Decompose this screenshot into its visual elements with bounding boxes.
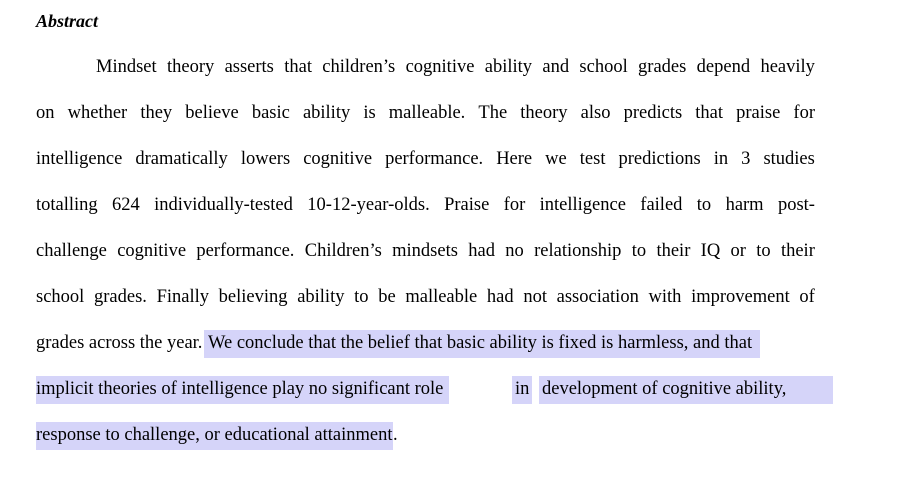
- highlighted-text[interactable]: implicit theories of intelligence play no significant role: [36, 376, 449, 404]
- word: theory: [166, 57, 215, 77]
- word: mindsets: [392, 241, 458, 261]
- word: for: [503, 195, 526, 215]
- word: ability: [484, 57, 533, 77]
- word: be: [378, 287, 396, 307]
- word: their: [780, 241, 815, 261]
- abstract-line-3: [36, 147, 815, 171]
- word: children’s: [322, 57, 396, 77]
- word: harm: [725, 195, 764, 215]
- word: not: [523, 287, 547, 307]
- word: Finally: [156, 287, 209, 307]
- word: failed: [640, 195, 683, 215]
- word: grades.: [93, 287, 147, 307]
- word: no: [505, 241, 524, 261]
- word: challenge: [36, 241, 107, 261]
- word: heavily: [760, 57, 815, 77]
- word: cognitive: [303, 149, 373, 169]
- highlighted-text[interactable]: in: [512, 376, 532, 404]
- word: in: [713, 149, 729, 169]
- plain-text: grades across the year.: [36, 333, 203, 353]
- word: 624: [112, 195, 140, 215]
- abstract-line-4: [36, 193, 815, 217]
- abstract-line-6: [36, 285, 815, 309]
- word: to: [756, 241, 771, 261]
- word: is: [363, 103, 376, 123]
- word: association: [556, 287, 639, 307]
- word: whether: [67, 103, 128, 123]
- word: school: [579, 57, 628, 77]
- word: cognitive: [405, 57, 475, 77]
- word: test: [579, 149, 606, 169]
- word: The: [478, 103, 508, 123]
- word: theory: [520, 103, 568, 123]
- highlighted-text[interactable]: response to challenge, or educational attainment: [36, 422, 393, 450]
- word: 3: [741, 149, 751, 169]
- word: cognitive: [117, 241, 187, 261]
- word: praise: [736, 103, 781, 123]
- word: school: [36, 287, 85, 307]
- word: their: [656, 241, 691, 261]
- word: totalling: [36, 195, 98, 215]
- word: Children’s: [304, 241, 382, 261]
- abstract-line-5: [36, 239, 815, 263]
- word: had: [486, 287, 514, 307]
- word: with: [648, 287, 682, 307]
- word: intelligence: [36, 149, 123, 169]
- word: believing: [218, 287, 288, 307]
- word: to: [631, 241, 647, 261]
- period: .: [393, 425, 398, 445]
- word: of: [799, 287, 815, 307]
- word: that: [695, 103, 724, 123]
- word: they: [140, 103, 173, 123]
- word: and: [542, 57, 570, 77]
- word: Mindset: [96, 57, 157, 77]
- word: Praise: [444, 195, 490, 215]
- highlighted-text[interactable]: development of cognitive ability,: [539, 376, 833, 404]
- word: 10-12-year-olds.: [307, 195, 430, 215]
- word: on: [36, 103, 55, 123]
- highlighted-text[interactable]: We conclude that the belief that basic ability is fixed is harmless, and that: [204, 330, 760, 358]
- word: predictions: [618, 149, 701, 169]
- word: individually-tested: [154, 195, 293, 215]
- word: ability: [302, 103, 351, 123]
- word: to: [696, 195, 712, 215]
- word: believe: [185, 103, 239, 123]
- word: grades: [638, 57, 687, 77]
- word: or: [730, 241, 746, 261]
- word: also: [580, 103, 611, 123]
- word: malleable.: [388, 103, 466, 123]
- word: relationship: [534, 241, 622, 261]
- word: had: [468, 241, 495, 261]
- word: post-: [777, 195, 815, 215]
- word: asserts: [224, 57, 274, 77]
- word: for: [793, 103, 815, 123]
- word: that: [284, 57, 312, 77]
- abstract-line-2: [36, 101, 815, 125]
- word: predicts: [623, 103, 683, 123]
- word: improvement: [691, 287, 790, 307]
- word: depend: [696, 57, 751, 77]
- word: studies: [763, 149, 815, 169]
- word: intelligence: [539, 195, 626, 215]
- word: performance.: [196, 241, 295, 261]
- word: malleable: [405, 287, 478, 307]
- word: ability: [297, 287, 345, 307]
- word: Here: [496, 149, 533, 169]
- word: performance.: [385, 149, 484, 169]
- word: lowers: [240, 149, 291, 169]
- abstract-line-1: [96, 55, 815, 79]
- word: basic: [251, 103, 290, 123]
- word: dramatically: [135, 149, 228, 169]
- word: IQ: [700, 241, 721, 261]
- abstract-heading: Abstract: [36, 11, 99, 31]
- word: we: [545, 149, 567, 169]
- word: to: [354, 287, 369, 307]
